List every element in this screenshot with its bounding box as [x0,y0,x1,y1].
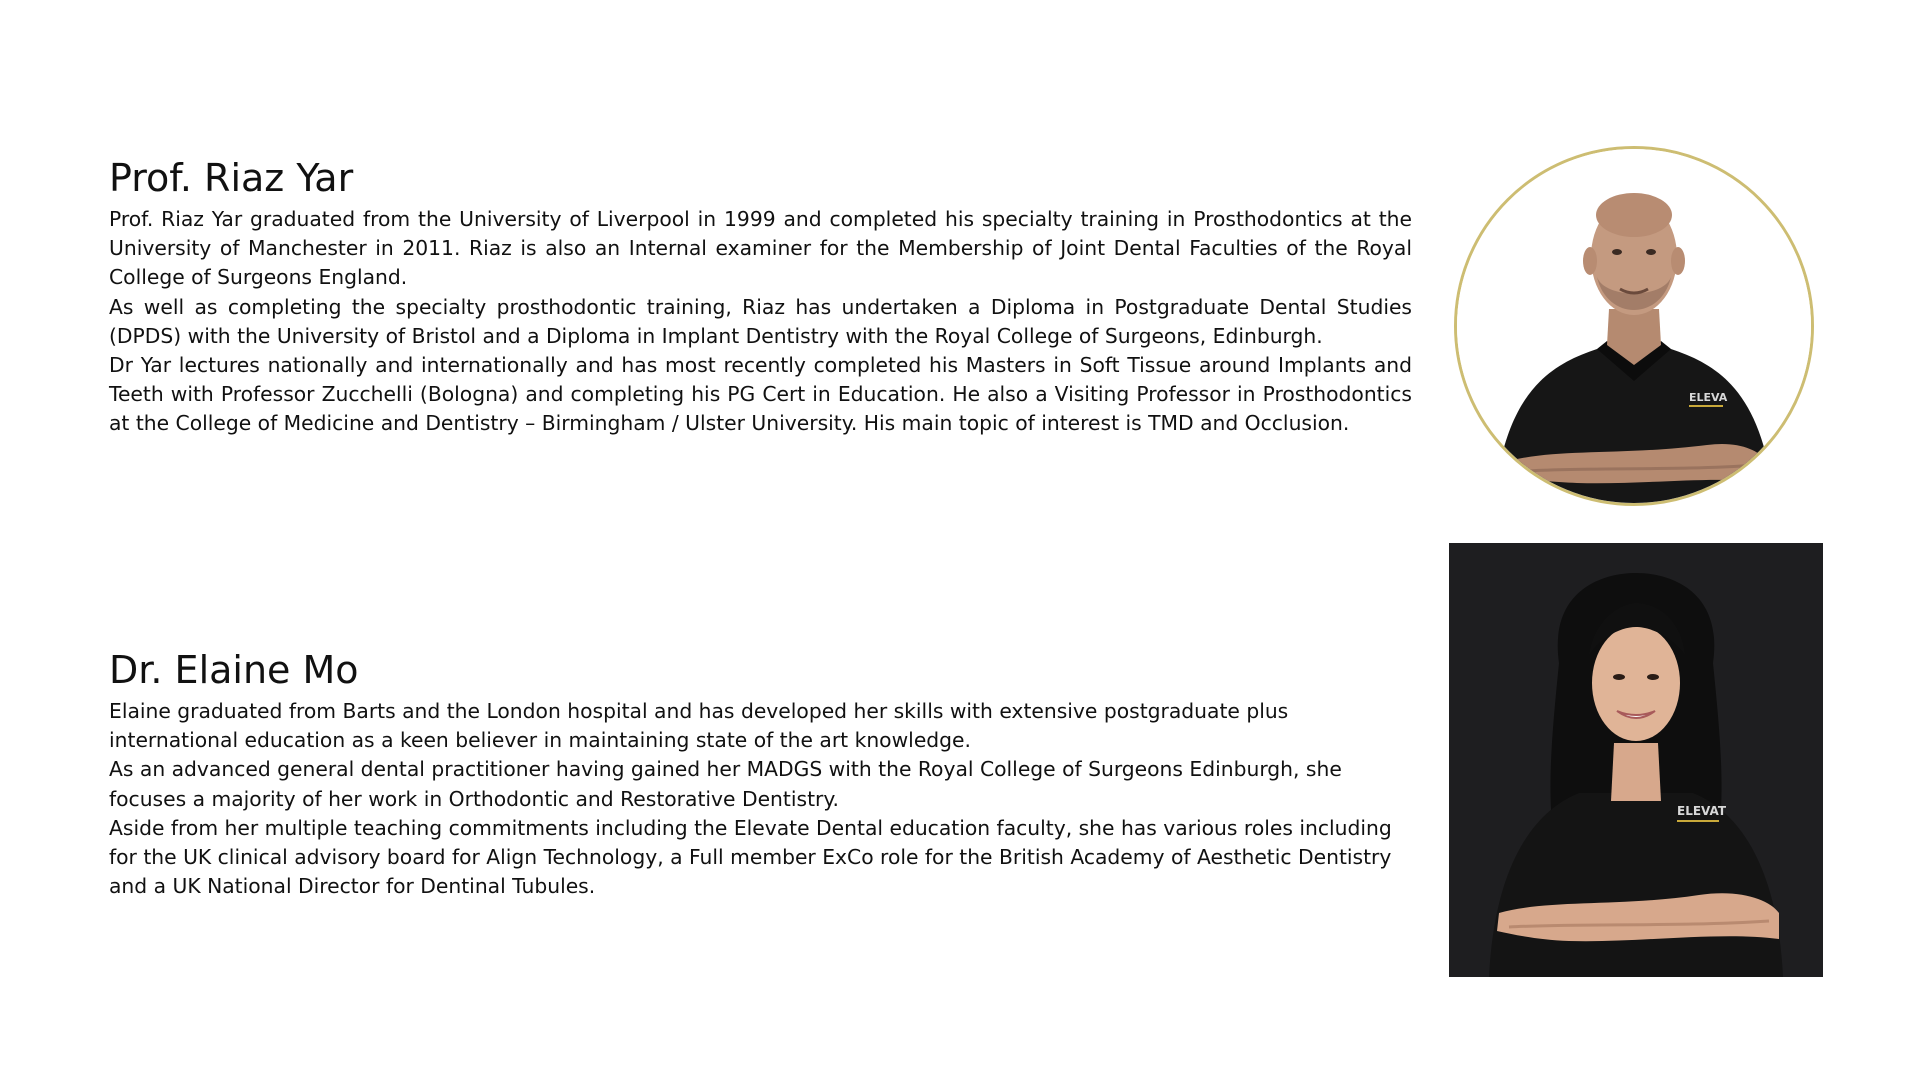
profile-name: Dr. Elaine Mo [109,648,359,692]
portrait-illustration [1449,543,1823,977]
shirt-logo: ELEVAT [1677,804,1727,818]
bio-paragraph: Aside from her multiple teaching commitments including the Elevate Dental education faculty, she has various roles including for the UK clinical advisory board for Align Technology, a Full member ExCo role for the British Academy of Aesthetic Dentistry and a UK National Director for Dentinal Tubules. [109,815,1392,899]
bio-paragraph: As an advanced general dental practitioner having gained her MADGS with the Royal College of Surgeons Edinburgh, she focuses a majority of her work in Orthodontic and Restorative Dentistry. [109,757,1342,811]
profile-elaine-mo [109,645,1412,901]
bio-paragraph: Elaine graduated from Barts and the London hospital and has developed her skills with extensive postgraduate plus international education as a keen believer in maintaining state of the art knowledge. [109,699,1289,753]
profile-riaz-yar [109,153,1412,439]
portrait-elaine-mo [1449,543,1823,977]
portrait-illustration [1457,149,1811,503]
shirt-logo: ELEVA [1689,391,1728,404]
profile-name: Prof. Riaz Yar [109,156,354,200]
bio-paragraph: Dr Yar lectures nationally and internationally and has most recently completed his Masters in Soft Tissue around Implants and Teeth with Professor Zucchelli (Bologna) and completing his PG Cert in Education. He also a Visiting Professor in Prosthodontics at the College of Medicine and Dentistry – Birmingham / Ulster University. His main topic of interest is TMD and Occlusion. [109,353,1412,436]
bio-paragraph: Prof. Riaz Yar graduated from the University of Liverpool in 1999 and completed his specialty training in Prosthodontics at the University of Manchester in 2011. Riaz is also an Internal examiner for the Membership of Joint Dental Faculties of the Royal College of Surgeons England. [109,207,1412,290]
portrait-riaz-yar [1454,146,1814,506]
bio-paragraph: As well as completing the specialty prosthodontic training, Riaz has undertaken a Diploma in Postgraduate Dental Studies (DPDS) with the University of Bristol and a Diploma in Implant Dentistry with the Royal College of Surgeons, Edinburgh. [109,294,1412,348]
